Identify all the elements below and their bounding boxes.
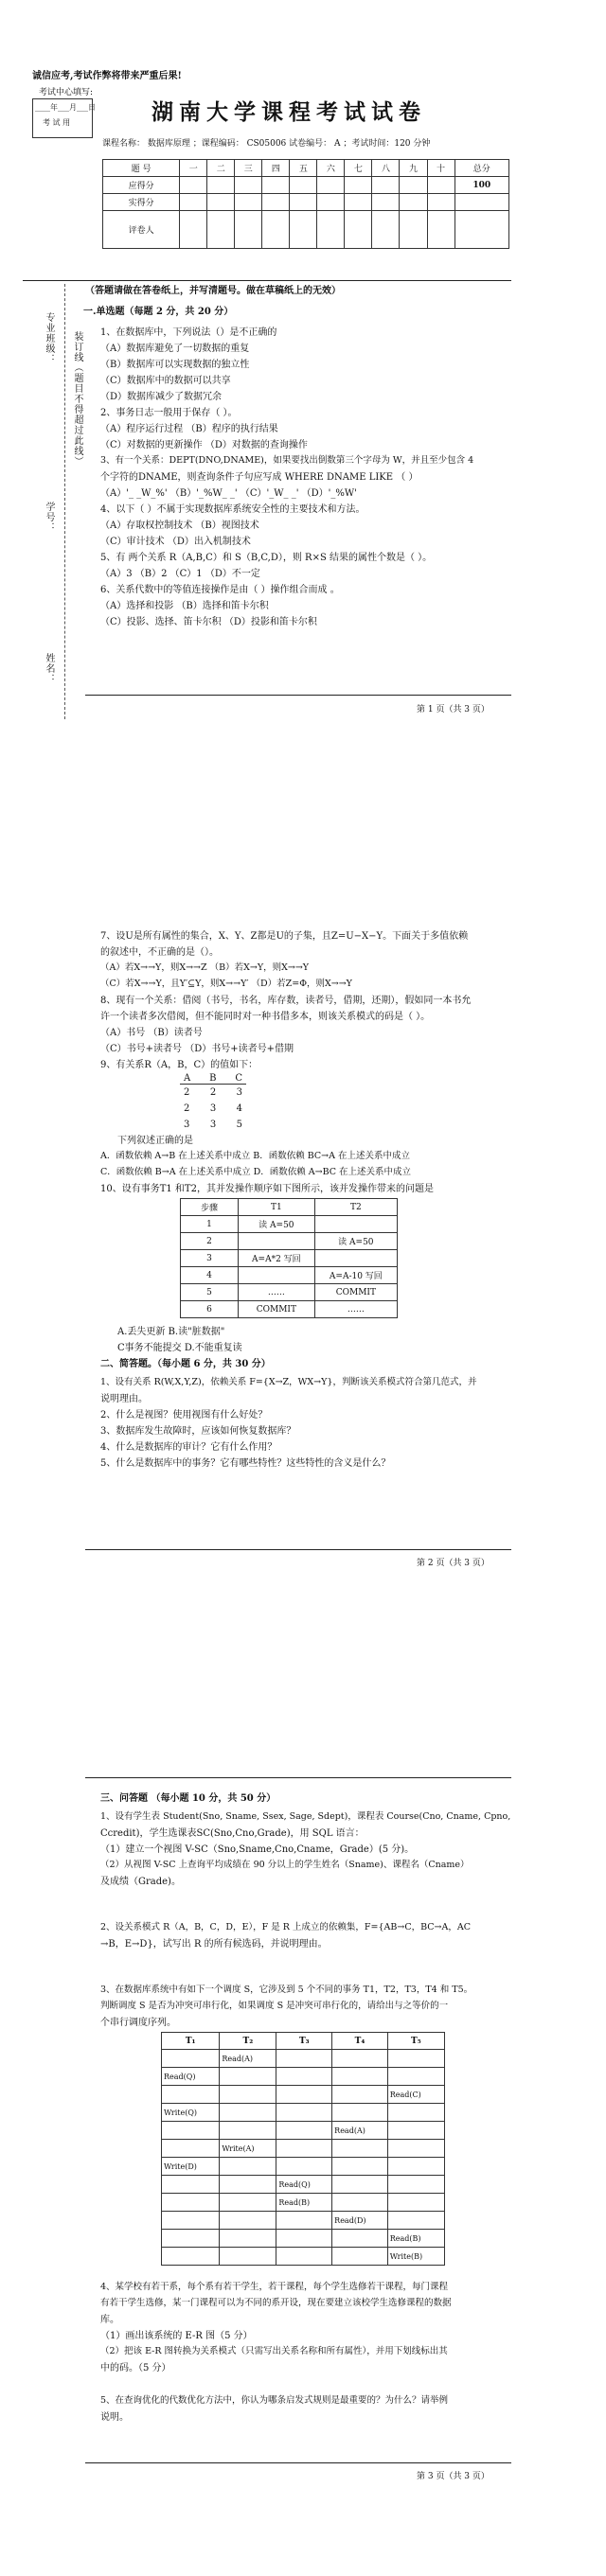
question-line: 4、什么是数据库的审计？它有什么作用？ (100, 1442, 277, 1453)
question-line: 1、在数据库中，下列说法（）是不正确的 (100, 327, 277, 338)
schedule-cell (162, 2050, 220, 2068)
tx-header-cell: T2 (314, 1199, 397, 1216)
relation-r-cell: 2 (184, 1103, 190, 1114)
question-line: 中的码。（5 分） (100, 2363, 171, 2373)
schedule-cell (387, 2212, 444, 2230)
question-line: （C）审计技术 （D）出入机制技术 (100, 537, 251, 547)
schedule-cell: Write(D) (162, 2158, 220, 2176)
name-label: 姓名： (44, 653, 54, 684)
schedule-cell (387, 2050, 444, 2068)
schedule-row (162, 2104, 445, 2122)
transaction-row (181, 1250, 398, 1267)
section2-title: 二、简答题。（每小题 6 分，共 30 分） (100, 1359, 271, 1369)
tx-cell: 5 (181, 1284, 239, 1301)
option-line: C事务不能提交 D.不能重复读 (117, 1343, 242, 1353)
question-line: （C）书号+读者号 （D）书号+读者号+借期 (100, 1044, 294, 1054)
exam-use-label: 考 试 用 (43, 118, 71, 127)
schedule-cell: Write(Q) (162, 2104, 220, 2122)
schedule-cell (162, 2230, 220, 2248)
integrity-warning: 诚信应考,考试作弊将带来严重后果! (32, 71, 182, 81)
schedule-cell (220, 2212, 276, 2230)
schedule-cell (220, 2122, 276, 2140)
schedule-cell (220, 2158, 276, 2176)
schedule-cell: Read(B) (276, 2194, 332, 2212)
question-line: 判断调度 S 是否为冲突可串行化，如果调度 S 是冲突可串行化的，请给出与之等价的一 (100, 2001, 449, 2011)
relation-r-table (180, 1073, 246, 1133)
schedule-cell (332, 2050, 388, 2068)
tx-header-cell: 步骤 (181, 1199, 239, 1216)
schedule-cell (162, 2086, 220, 2104)
schedule-cell: Read(A) (332, 2122, 388, 2140)
relation-r-cell: 3 (209, 1103, 217, 1114)
transaction-row (181, 1233, 398, 1250)
schedule-table (161, 2032, 445, 2266)
question-line: 1、设有关系 R(W,X,Y,Z)，依赖关系 F={X→Z，WX→Y}，判断该关系模式符合第几范式，并 (100, 1377, 477, 1387)
tx-cell: 读 A=50 (239, 1216, 315, 1233)
tx-cell: A=A-10 写回 (314, 1267, 397, 1284)
schedule-cell (276, 2212, 332, 2230)
footer-divider (85, 1549, 511, 1550)
schedule-header-cell: T₅ (387, 2033, 444, 2050)
question-line: 库。 (100, 2315, 119, 2325)
score-header-cell: 六 (317, 160, 345, 177)
page-footer: 第 1 页（共 3 页） (417, 705, 490, 715)
question-line: （A）存取权控制技术 （B）视图技术 (100, 520, 259, 531)
schedule-cell (220, 2086, 276, 2104)
relation-r-cell: 2 (209, 1087, 217, 1098)
score-header-cell: 三 (235, 160, 262, 177)
schedule-cell (332, 2176, 388, 2194)
score-header-cell: 一 (180, 160, 207, 177)
question-line: （A）选择和投影 （B）选择和笛卡尔积 (100, 601, 269, 611)
schedule-cell (276, 2086, 332, 2104)
question-line: （D）数据库减少了数据冗余 (100, 392, 223, 402)
option-line: A.丢失更新 B.读"脏数据" (117, 1327, 225, 1337)
question-line: 2、事务日志一般用于保存（ ）。 (100, 408, 238, 418)
section3-title: 三、问答题 （每小题 10 分，共 50 分） (100, 1793, 276, 1804)
schedule-cell (332, 2230, 388, 2248)
schedule-row (162, 2068, 445, 2086)
schedule-cell (332, 2194, 388, 2212)
schedule-row (162, 2140, 445, 2158)
relation-r-row (180, 1117, 246, 1133)
schedule-cell (162, 2140, 220, 2158)
score-header-cell: 五 (290, 160, 317, 177)
question-line: 说明理由。 (100, 1394, 148, 1404)
page-footer: 第 2 页（共 3 页） (417, 1559, 490, 1568)
question-line: 个串行调度序列。 (100, 2018, 176, 2028)
page-footer: 第 3 页（共 3 页） (417, 2472, 490, 2481)
relation-r-cell: 4 (236, 1103, 242, 1114)
question-line: （A）若X→→Y，则X→→Z （B）若X→Y，则X→→Y (100, 962, 310, 973)
question-line: 9、有关系R（A，B，C）的值如下： (100, 1060, 258, 1070)
relation-r-col: A (184, 1073, 191, 1084)
transaction-row (181, 1284, 398, 1301)
relation-r-cell: 3 (184, 1120, 190, 1130)
tx-cell: 3 (181, 1250, 239, 1267)
schedule-cell (387, 2158, 444, 2176)
question-line: 3、有一个关系：DEPT(DNO,DNAME)，如果要找出倒数第三个字母为 W，并且至少包含 4 (100, 455, 474, 466)
schedule-cell (387, 2068, 444, 2086)
transaction-row (181, 1216, 398, 1233)
actual-score-label: 实得分 (103, 194, 180, 211)
schedule-cell: Read(C) (387, 2086, 444, 2104)
schedule-cell (220, 2176, 276, 2194)
schedule-cell (332, 2158, 388, 2176)
major-class-label: 专业班级： (44, 312, 54, 364)
tx-cell (314, 1216, 397, 1233)
question-line: 5、什么是数据库中的事务？它有哪些特性？这些特性的含义是什么？ (100, 1458, 391, 1469)
schedule-row (162, 2086, 445, 2104)
schedule-cell (220, 2230, 276, 2248)
tx-cell (239, 1267, 315, 1284)
question-line: 4、某学校有若干系，每个系有若干学生，若干课程，每个学生选修若干课程，每门课程 (100, 2282, 449, 2292)
header-divider (85, 1777, 511, 1778)
schedule-header-cell: T₄ (332, 2033, 388, 2050)
score-table-header-row (103, 160, 509, 177)
question-line: 许一个读者多次借阅，但不能同时对一种书借多本，则该关系模式的码是（ ）。 (100, 1012, 431, 1022)
schedule-row (162, 2158, 445, 2176)
tx-header-cell: T1 (239, 1199, 315, 1216)
section1-title: 一.单选题（每题 2 分，共 20 分） (83, 307, 234, 317)
transaction-header-row (181, 1199, 398, 1216)
score-header-cell: 二 (207, 160, 235, 177)
schedule-cell: Read(A) (220, 2050, 276, 2068)
schedule-cell (220, 2104, 276, 2122)
schedule-cell (162, 2212, 220, 2230)
tx-cell: A=A*2 写回 (239, 1250, 315, 1267)
question-line: 2、什么是视图？使用视图有什么好处？ (100, 1410, 268, 1420)
question-line: （1）建立一个视图 V-SC（Sno,Sname,Cno,Cname，Grade）(5 分)。 (100, 1844, 415, 1855)
question-line: 说明。 (100, 2412, 129, 2423)
schedule-cell: Read(Q) (276, 2176, 332, 2194)
schedule-cell (387, 2194, 444, 2212)
schedule-cell (387, 2122, 444, 2140)
question-line: 的叙述中，不正确的是（）。 (100, 947, 219, 958)
answer-notice: （答题请做在答卷纸上，并写清题号。做在草稿纸上的无效） (85, 286, 341, 296)
tx-cell: …… (314, 1301, 397, 1318)
score-header-cell: 九 (400, 160, 427, 177)
binding-note: 装订线（题目不得超过此线） (72, 331, 82, 467)
question-line: （A）'_ _W_%' （B）'_%W_ _' （C）'_W_ _' （D）'_%W' (100, 488, 357, 499)
question-line: （B）数据库可以实现数据的独立性 (100, 360, 250, 370)
expected-score-label: 应得分 (103, 177, 180, 194)
question-line: 5、在查询优化的代数优化方法中，你认为哪条启发式规则是最重要的？为什么？请举例 (100, 2395, 449, 2406)
relation-r-row (180, 1101, 246, 1117)
question-line: 3、数据库发生故障时，应该如何恢复数据库？ (100, 1426, 296, 1437)
question-line: A．函数依赖 A→B 在上述关系中成立 B．函数依赖 BC→A 在上述关系中成立 (100, 1151, 410, 1161)
question-line: 4、以下（ ）不属于实现数据库系统安全性的主要技术和方法。 (100, 504, 365, 515)
relation-r-col: B (209, 1073, 217, 1084)
tx-cell: COMMIT (239, 1301, 315, 1318)
footer-divider (85, 695, 511, 696)
exam-center-box (32, 98, 96, 138)
schedule-header-cell: T₃ (276, 2033, 332, 2050)
score-table (102, 159, 509, 249)
tx-cell: 4 (181, 1267, 239, 1284)
schedule-cell (387, 2176, 444, 2194)
schedule-cell (276, 2122, 332, 2140)
tx-cell: 2 (181, 1233, 239, 1250)
schedule-cell (162, 2176, 220, 2194)
schedule-cell (162, 2194, 220, 2212)
question-line: 2、设关系模式 R（A，B，C，D，E），F 是 R 上成立的依赖集，F={AB→C，BC→A，AC (100, 1922, 471, 1932)
question-line: （A）程序运行过程 （B）程序的执行结果 (100, 424, 278, 434)
schedule-cell (332, 2140, 388, 2158)
schedule-row (162, 2212, 445, 2230)
schedule-cell (276, 2248, 332, 2266)
question-line: 下列叙述正确的是 (117, 1136, 193, 1146)
exam-date-fields: ____年___月___日 (35, 103, 96, 112)
schedule-cell: Write(B) (387, 2248, 444, 2266)
tx-cell (314, 1250, 397, 1267)
score-header-cell: 七 (345, 160, 372, 177)
schedule-header-cell: T₁ (162, 2033, 220, 2050)
score-header-cell: 总分 (454, 160, 508, 177)
schedule-cell (387, 2140, 444, 2158)
schedule-cell (220, 2194, 276, 2212)
transaction-row (181, 1267, 398, 1284)
exam-center-label: 考试中心填写: (39, 88, 94, 97)
schedule-cell: Write(A) (220, 2140, 276, 2158)
relation-r-cell: 5 (236, 1120, 242, 1130)
schedule-cell (162, 2248, 220, 2266)
schedule-cell (332, 2068, 388, 2086)
question-line: （A）数据库避免了一切数据的重复 (100, 344, 250, 354)
question-line: 有若干学生选修，某一门课程可以为不同的系开设，现在要建立该校学生选修课程的数据 (100, 2298, 452, 2308)
question-line: （C）若X→→Y，且Y′⊆Y，则X→→Y′ （D）若Z=Φ，则X→→Y (100, 979, 352, 989)
schedule-row (162, 2194, 445, 2212)
relation-r-cell: 3 (209, 1120, 217, 1130)
question-line: C．函数依赖 B→A 在上述关系中成立 D．函数依赖 A→BC 在上述关系中成立 (100, 1167, 412, 1177)
schedule-cell (276, 2158, 332, 2176)
schedule-header-row (162, 2033, 445, 2050)
schedule-row (162, 2122, 445, 2140)
relation-r-header (180, 1073, 246, 1085)
course-info: 课程名称： 数据库原理 ；课程编码： CS05006 试卷编号： A ；考试时间：120 分钟 (102, 139, 431, 149)
schedule-cell: Read(B) (387, 2230, 444, 2248)
schedule-row (162, 2176, 445, 2194)
tx-cell: 1 (181, 1216, 239, 1233)
question-line: （A）书号 （B）读者号 (100, 1028, 203, 1038)
schedule-cell (276, 2140, 332, 2158)
question-line: （2）把该 E-R 图转换为关系模式（只需写出关系名称和所有属性），并用下划线标出其 (100, 2346, 448, 2356)
binding-line (64, 284, 65, 719)
question-line: （C）数据库中的数据可以共享 (100, 376, 231, 386)
relation-r-cell: 2 (184, 1087, 190, 1098)
question-line: 及成绩（Grade)。 (100, 1877, 181, 1887)
question-line: （1）画出该系统的 E-R 图（5 分） (100, 2331, 253, 2341)
score-table-actual-row (103, 194, 509, 211)
schedule-header-cell: T₂ (220, 2033, 276, 2050)
schedule-cell (276, 2104, 332, 2122)
schedule-cell (332, 2248, 388, 2266)
schedule-cell (220, 2068, 276, 2086)
transaction-table (180, 1198, 398, 1318)
question-line: Ccredit)，学生选课表SC(Sno,Cno,Grade)，用 SQL 语言： (100, 1828, 365, 1839)
exam-title: 湖南大学课程考试试卷 (152, 99, 426, 125)
schedule-cell (276, 2050, 332, 2068)
schedule-cell: Read(D) (332, 2212, 388, 2230)
tx-cell: 读 A=50 (314, 1233, 397, 1250)
grader-label: 评卷人 (103, 211, 180, 249)
score-header-cell: 四 (262, 160, 290, 177)
schedule-cell (332, 2086, 388, 2104)
student-id-label: 学号： (44, 502, 54, 533)
question-line: 6、关系代数中的等值连接操作是由（ ）操作组合而成 。 (100, 585, 340, 595)
score-header-cell: 题 号 (103, 160, 180, 177)
question-line: （A）3 （B）2 （C）1 （D）不一定 (100, 569, 260, 579)
question-line: 8、现有一个关系：借阅（书号，书名，库存数，读者号，借期，还期），假如同一本书允 (100, 996, 472, 1006)
relation-r-row (180, 1085, 246, 1101)
question-line: 5、有 两个关系 R（A,B,C）和 S（B,C,D），则 R×S 结果的属性个数是（ ）。 (100, 553, 433, 563)
divider (23, 280, 511, 281)
question-line: 3、在数据库系统中有如下一个调度 S，它涉及到 5 个不同的事务 T1，T2，T3，T4 和 T5。 (100, 1985, 473, 1995)
schedule-cell (332, 2104, 388, 2122)
schedule-cell (220, 2248, 276, 2266)
schedule-cell (276, 2068, 332, 2086)
relation-r-col: C (235, 1073, 242, 1084)
footer-divider (85, 2462, 511, 2463)
question-line: 个字符的DNAME，则查询条件子句应写成 WHERE DNAME LIKE （ ） (100, 472, 419, 483)
schedule-cell (387, 2104, 444, 2122)
score-header-cell: 八 (372, 160, 400, 177)
score-table-expected-row (103, 177, 509, 194)
score-table-grader-row (103, 211, 509, 249)
total-score: 100 (454, 177, 508, 194)
schedule-cell: Read(Q) (162, 2068, 220, 2086)
schedule-cell (162, 2122, 220, 2140)
schedule-row (162, 2230, 445, 2248)
score-header-cell: 十 (427, 160, 454, 177)
tx-cell: COMMIT (314, 1284, 397, 1301)
question-line: （C）对数据的更新操作 （D）对数据的查询操作 (100, 440, 308, 450)
question-line: 7、设U是所有属性的集合，X、Y、Z都是U的子集，且Z=U−X−Y。下面关于多值依赖 (100, 931, 469, 942)
question-line: （2）从视图 V-SC 上查询平均成绩在 90 分以上的学生姓名（Sname)、课程名（Cname） (100, 1860, 470, 1870)
tx-cell: 6 (181, 1301, 239, 1318)
schedule-cell (276, 2230, 332, 2248)
tx-cell: …… (239, 1284, 315, 1301)
relation-r-cell: 3 (236, 1087, 242, 1098)
tx-cell (239, 1233, 315, 1250)
schedule-row (162, 2050, 445, 2068)
question-line: →B，E→D}，试写出 R 的所有候选码，并说明理由。 (100, 1939, 328, 1950)
question-line: （C）投影、选择、笛卡尔积 （D）投影和笛卡尔积 (100, 617, 317, 627)
question-line: 1、设有学生表 Student(Sno, Sname, Ssex, Sage, Sdept)，课程表 Course(Cno, Cname, Cpno, (100, 1811, 511, 1822)
question-line: 10、设有事务T1 和T2，其并发操作顺序如下图所示，该并发操作带来的问题是 (100, 1184, 434, 1194)
schedule-row (162, 2248, 445, 2266)
transaction-row (181, 1301, 398, 1318)
